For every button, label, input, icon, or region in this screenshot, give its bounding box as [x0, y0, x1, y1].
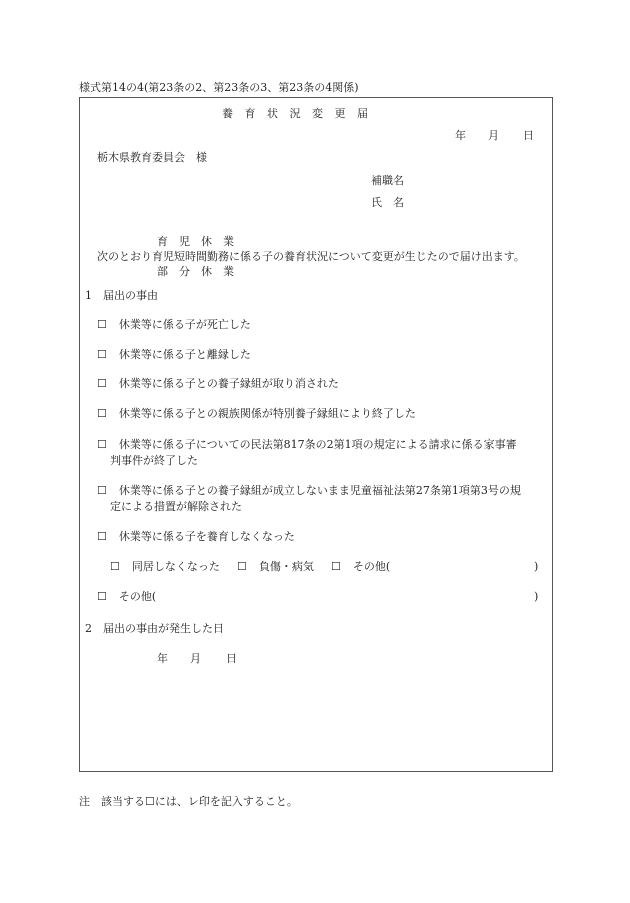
name-label: 氏 名	[371, 196, 404, 209]
reason-item-adoption-dissolved: ☐ 休業等に係る子と離縁した	[97, 348, 251, 361]
reason-item-child-welfare: ☐ 休業等に係る子との養子縁組が成立しないまま児童福祉法第27条第1項第3号の規	[97, 484, 521, 497]
occurrence-day: 日	[226, 652, 237, 665]
form-frame	[79, 97, 553, 772]
checkbox-icon[interactable]: ☐	[97, 318, 107, 331]
sub-item-not-living-together: ☐ 同居しなくなった	[110, 560, 220, 573]
form-id: 様式第14の4(第23条の2、第23条の3、第23条の4関係)	[79, 81, 359, 94]
footnote: 注 該当する☐には、レ印を記入すること。	[79, 795, 298, 808]
date-year: 年	[455, 129, 466, 142]
checkbox-icon[interactable]: ☐	[97, 377, 107, 390]
reason-item-special-adoption: ☐ 休業等に係る子との親族関係が特別養子縁組により終了した	[97, 407, 416, 420]
checkbox-icon[interactable]: ☐	[97, 407, 107, 420]
option-partial-leave: 部 分 休 業	[157, 265, 234, 278]
reason-item-other-close: )	[534, 590, 539, 603]
occurrence-month: 月	[190, 652, 201, 665]
sub-item-other-close: )	[534, 560, 539, 573]
date-day: 日	[523, 129, 534, 142]
checkbox-icon[interactable]: ☐	[97, 530, 107, 543]
checkbox-icon[interactable]: ☐	[331, 560, 341, 573]
reason-item-family-court-cont: 判事件が終了した	[110, 454, 198, 467]
reason-item-adoption-cancelled: ☐ 休業等に係る子との養子縁組が取り消された	[97, 377, 339, 390]
reason-item-no-longer-raising: ☐ 休業等に係る子を養育しなくなった	[97, 530, 295, 543]
reason-item-family-court: ☐ 休業等に係る子についての民法第817条の2第1項の規定による請求に係る家事審	[97, 438, 517, 451]
checkbox-icon[interactable]: ☐	[110, 560, 120, 573]
checkbox-icon[interactable]: ☐	[97, 348, 107, 361]
checkbox-icon[interactable]: ☐	[97, 438, 107, 451]
statement-text: 次のとおり育児短時間勤務に係る子の養育状況について変更が生じたので届け出ます。	[97, 250, 525, 263]
section1-heading: 1 届出の事由	[85, 289, 158, 302]
addressee: 栃木県教育委員会 様	[97, 151, 207, 164]
date-month: 月	[488, 129, 499, 142]
form-title: 養 育 状 況 変 更 届	[222, 107, 372, 120]
checkbox-icon[interactable]: ☐	[97, 590, 107, 603]
checkbox-icon[interactable]: ☐	[237, 560, 247, 573]
checkbox-icon[interactable]: ☐	[97, 484, 107, 497]
sub-item-injury-illness: ☐ 負傷・病気	[237, 560, 314, 573]
reason-item-other: ☐ その他(	[97, 590, 157, 603]
section2-heading: 2 届出の事由が発生した日	[85, 622, 224, 635]
sub-item-other: ☐ その他(	[331, 560, 391, 573]
reason-item-death: ☐ 休業等に係る子が死亡した	[97, 318, 251, 331]
reason-item-child-welfare-cont: 定による措置が解除された	[110, 500, 242, 513]
position-label: 補職名	[371, 174, 404, 187]
occurrence-year: 年	[157, 652, 168, 665]
option-childcare-leave: 育 児 休 業	[157, 235, 234, 248]
